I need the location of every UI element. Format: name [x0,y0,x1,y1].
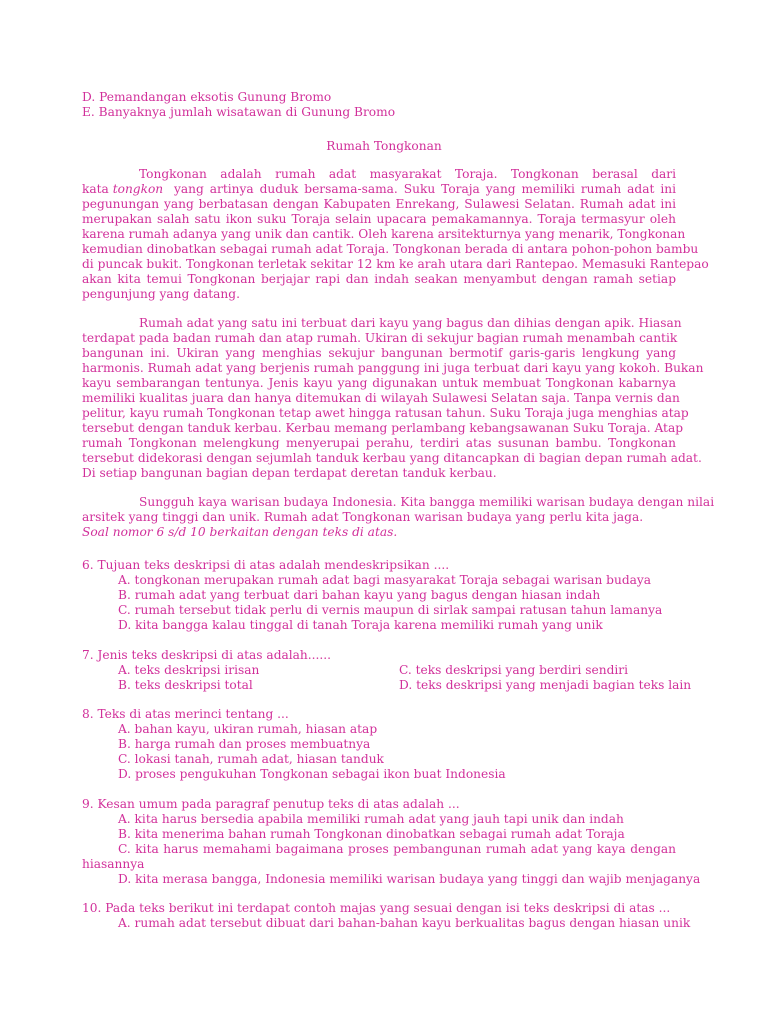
para1-line: pengunjung yang datang. [82,287,240,301]
para1-line: pegunungan yang berbatasan dengan Kabupaten Enrekang, Sulawesi Selatan. Rumah adat ini [82,197,676,211]
question-8-option-d: D. proses pengukuhan Tongkonan sebagai ikon buat Indonesia [118,767,506,781]
para2-line: pelitur, kayu rumah Tongkonan tetap awet hingga ratusan tahun. Suku Toraja juga menghias atap [82,406,689,420]
question-10-option-a: A. rumah adat tersebut dibuat dari bahan-bahan kayu berkualitas bagus dengan hiasan unik [118,916,691,930]
question-8-option-c: C. lokasi tanah, rumah adat, hiasan tanduk [118,752,384,766]
para2-line: bangunan ini. Ukiran yang menghias sekujur bangunan bermotif garis-garis lengkung yang [82,346,676,360]
question-6-stem: 6. Tujuan teks deskripsi di atas adalah mendeskripsikan .... [82,558,450,572]
question-8-option-b: B. harga rumah dan proses membuatnya [118,737,371,751]
para1-line: Tongkonan adalah rumah adat masyarakat Toraja. Tongkonan berasal dari [139,167,676,181]
question-6-option-d: D. kita bangga kalau tinggal di tanah Toraja karena memiliki rumah yang unik [118,618,603,632]
reading-title: Rumah Tongkonan [326,139,442,153]
question-7-option-a: A. teks deskripsi irisan [118,663,260,677]
option-d-prev-question: D. Pemandangan eksotis Gunung Bromo [82,90,332,104]
para1-line: yang artinya duduk bersama-sama. Suku Toraja yang memiliki rumah adat ini [174,182,676,196]
question-9-stem: 9. Kesan umum pada paragraf penutup teks di atas adalah ... [82,797,460,811]
question-10-stem: 10. Pada teks berikut ini terdapat contoh majas yang sesuai dengan isi teks deskripsi di atas ... [82,901,671,915]
question-8-stem: 8. Teks di atas merinci tentang ... [82,707,289,721]
para3-line: Sungguh kaya warisan budaya Indonesia. Kita bangga memiliki warisan budaya dengan nilai [139,495,715,509]
para1-line: kemudian dinobatkan sebagai rumah adat Toraja. Tongkonan berada di antara pohon-pohon bambu [82,242,699,256]
para1-line: akan kita temui Tongkonan berjajar rapi dan indah seakan menyambut dengan ramah setiap [82,272,676,286]
para1-line: merupakan salah satu ikon suku Toraja selain upacara pemakamannya. Toraja termasyur oleh [82,212,676,226]
para2-line: tersebut dengan tanduk kerbau. Kerbau memang perlambang kebangsawanan Suku Toraja. Atap [82,421,684,435]
para2-line: memiliki kualitas juara dan hanya ditemukan di wilayah Sulawesi Selatan saja. Tanpa vernis dan [82,391,680,405]
para2-line: Rumah adat yang satu ini terbuat dari kayu yang bagus dan dihias dengan apik. Hiasan [139,316,682,330]
para3-line: arsitek yang tinggi dan unik. Rumah adat Tongkonan warisan budaya yang perlu kita jaga. [82,510,644,524]
para2-line: rumah Tongkonan melengkung menyerupai perahu, terdiri atas susunan bambu. Tongkonan [82,436,676,450]
para2-line: terdapat pada badan rumah dan atap rumah. Ukiran di sekujur bagian rumah menambah cantik [82,331,678,345]
para1-line: karena rumah adanya yang unik dan cantik. Oleh karena arsitekturnya yang menarik, Tongkonan [82,227,686,241]
question-6-option-b: B. rumah adat yang terbuat dari bahan kayu yang bagus dengan hiasan indah [118,588,601,602]
para2-line: tersebut didekorasi dengan sejumlah tanduk kerbau yang ditancapkan di bagian depan rumah adat. [82,451,702,465]
para2-line: kayu sembarangan tentunya. Jenis kayu yang digunakan untuk membuat Tongkonan kabarnya [82,376,676,390]
question-7-option-c: C. teks deskripsi yang berdiri sendiri [399,663,629,677]
question-9-option-c-continued: hiasannya [82,857,145,871]
question-9-option-c: C. kita harus memahami bagaimana proses pembangunan rumah adat yang kaya dengan [118,842,676,856]
question-6-option-c: C. rumah tersebut tidak perlu di vernis maupun di sirlak sampai ratusan tahun lamanya [118,603,663,617]
question-7-option-d: D. teks deskripsi yang menjadi bagian teks lain [399,678,692,692]
question-7-option-b: B. teks deskripsi total [118,678,253,692]
option-e-prev-question: E. Banyaknya jumlah wisatawan di Gunung Bromo [82,105,396,119]
para1-word-tongkon: tongkon [112,182,164,196]
question-9-option-d: D. kita merasa bangga, Indonesia memiliki warisan budaya yang tinggi dan wajib menjaganya [118,872,701,886]
question-6-option-a: A. tongkonan merupakan rumah adat bagi masyarakat Toraja sebagai warisan budaya [118,573,652,587]
para2-line: harmonis. Rumah adat yang berjenis rumah panggung ini juga terbuat dari kayu yang kokoh. Bukan [82,361,704,375]
question-instruction: Soal nomor 6 s/d 10 berkaitan dengan teks di atas. [82,525,398,539]
question-9-option-b: B. kita menerima bahan rumah Tongkonan dinobatkan sebagai rumah adat Toraja [118,827,625,841]
question-9-option-a: A. kita harus bersedia apabila memiliki rumah adat yang jauh tapi unik dan indah [118,812,624,826]
para1-line: di puncak bukit. Tongkonan terletak sekitar 12 km ke arah utara dari Rantepao. Memasuki Rantepao [82,257,709,271]
question-7-stem: 7. Jenis teks deskripsi di atas adalah...... [82,648,332,662]
para1-line-2-start [82,182,163,197]
para1-word-kata: kata [82,182,109,196]
para2-line: Di setiap bangunan bagian depan terdapat deretan tanduk kerbau. [82,466,497,480]
question-8-option-a: A. bahan kayu, ukiran rumah, hiasan atap [118,722,378,736]
